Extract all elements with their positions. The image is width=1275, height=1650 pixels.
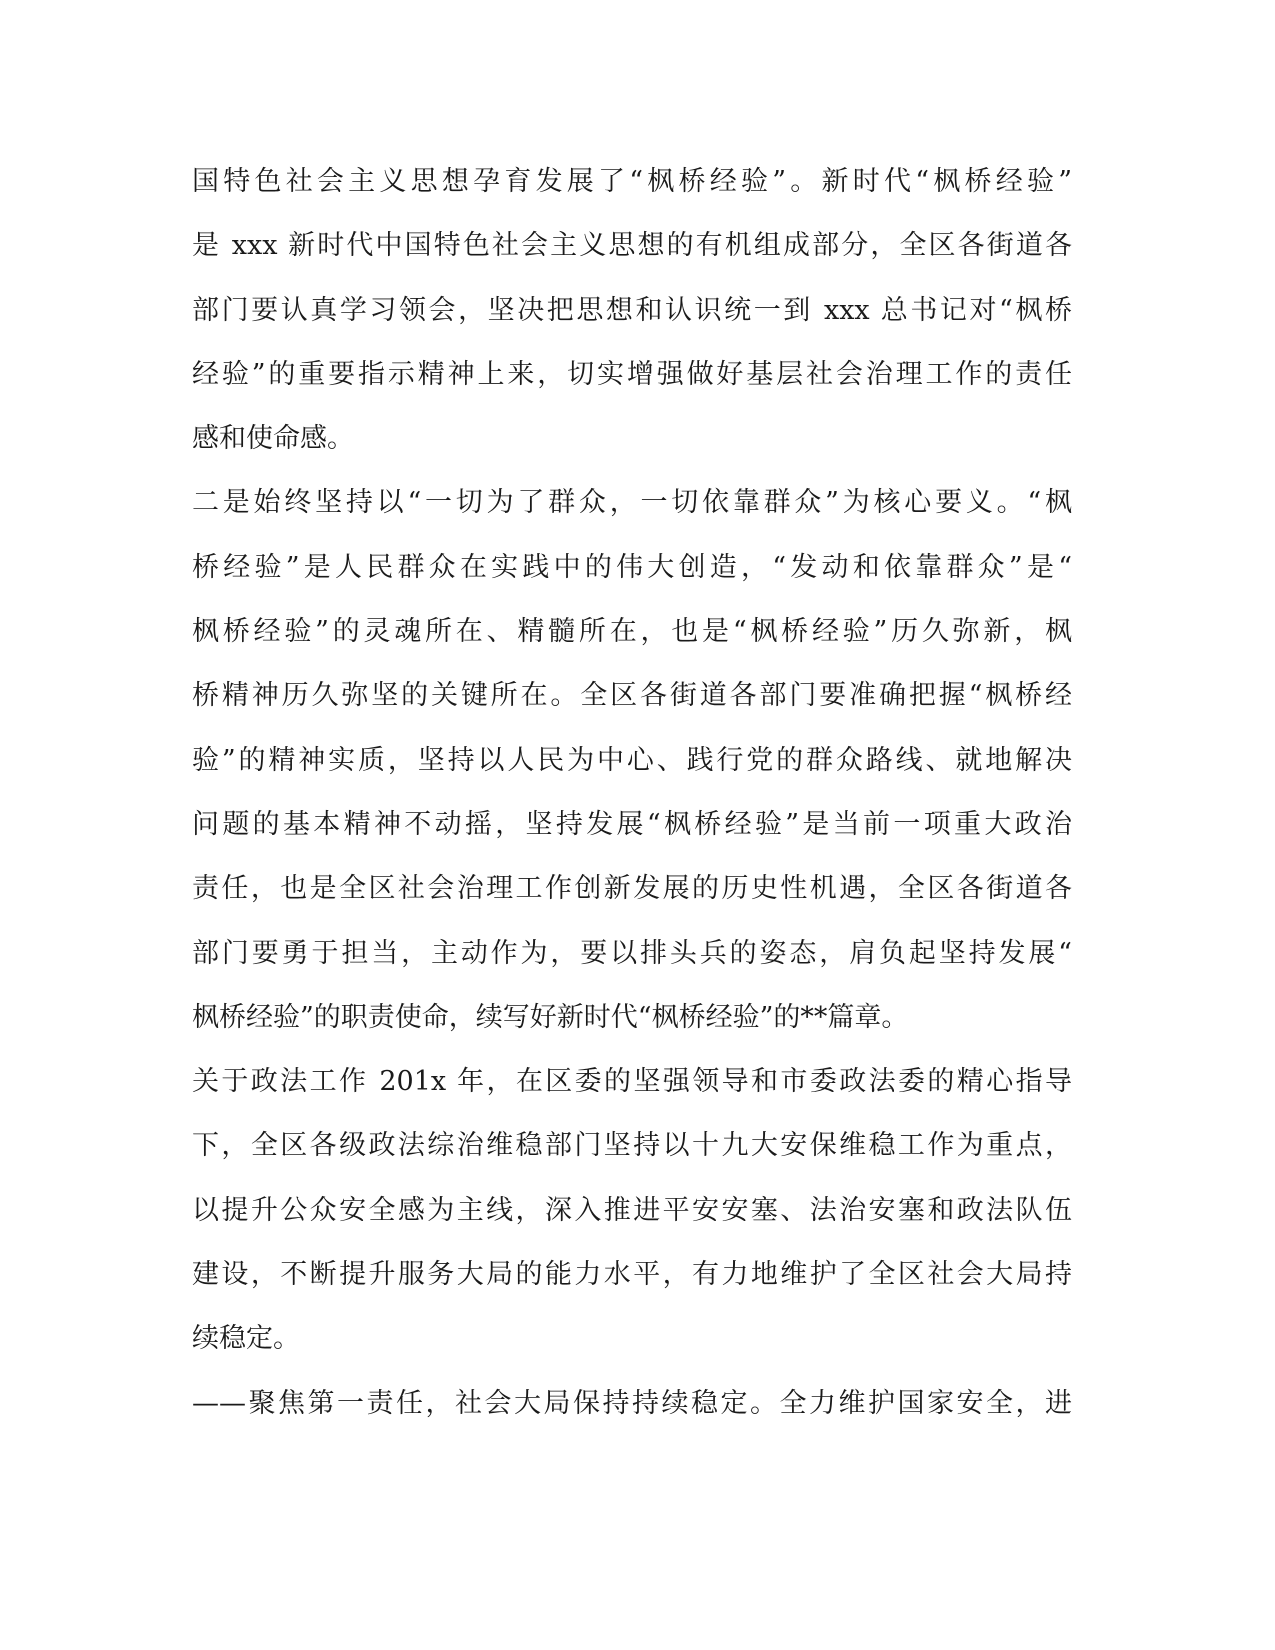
text-line: 续稳定。 <box>192 1323 300 1355</box>
text-line: 责任，也是全区社会治理工作创新发展的历史性机遇，全区各街道各 <box>192 873 1072 905</box>
text-line: 桥精神历久弥坚的关键所在。全区各街道各部门要准确把握“枫桥经 <box>192 680 1072 712</box>
text-line: 以提升公众安全感为主线，深入推进平安安塞、法治安塞和政法队伍 <box>192 1194 1072 1226</box>
paragraph-first-responsibility <box>192 1372 1072 1436</box>
text-line: 是 xxx 新时代中国特色社会主义思想的有机组成部分，全区各街道各 <box>192 230 1072 262</box>
document-body <box>192 150 1072 1436</box>
paragraph-political-legal-work <box>192 1050 1072 1371</box>
text-line: 感和使命感。 <box>192 423 354 455</box>
text-line: 关于政法工作 201x 年，在区委的坚强领导和市委政法委的精心指导 <box>192 1066 1072 1098</box>
text-line: 问题的基本精神不动摇，坚持发展“枫桥经验”是当前一项重大政治 <box>192 808 1072 840</box>
text-line: 建设，不断提升服务大局的能力水平，有力地维护了全区社会大局持 <box>192 1259 1072 1291</box>
paragraph-feng-qiao-experience-intro <box>192 150 1072 471</box>
text-line: 经验”的重要指示精神上来，切实增强做好基层社会治理工作的责任 <box>192 358 1072 390</box>
text-line: 枫桥经验”的职责使命，续写好新时代“枫桥经验”的**篇章。 <box>192 1001 909 1033</box>
text-line: 桥经验”是人民群众在实践中的伟大创造，“发动和依靠群众”是“ <box>192 551 1072 583</box>
text-line: 部门要认真学习领会，坚决把思想和认识统一到 xxx 总书记对“枫桥 <box>192 294 1072 326</box>
text-line: 验”的精神实质，坚持以人民为中心、践行党的群众路线、就地解决 <box>192 744 1072 776</box>
text-line: 部门要勇于担当，主动作为，要以排头兵的姿态，肩负起坚持发展“ <box>192 937 1072 969</box>
text-line: 枫桥经验”的灵魂所在、精髓所在，也是“枫桥经验”历久弥新，枫 <box>192 616 1072 648</box>
text-line: 下，全区各级政法综治维稳部门坚持以十九大安保维稳工作为重点， <box>192 1130 1072 1162</box>
text-line: 国特色社会主义思想孕育发展了“枫桥经验”。新时代“枫桥经验” <box>192 166 1072 197</box>
text-line: ——聚焦第一责任，社会大局保持持续稳定。全力维护国家安全，进 <box>192 1387 1072 1419</box>
paragraph-core-principle <box>192 471 1072 1050</box>
text-line: 二是始终坚持以“一切为了群众，一切依靠群众”为核心要义。“枫 <box>192 487 1072 519</box>
